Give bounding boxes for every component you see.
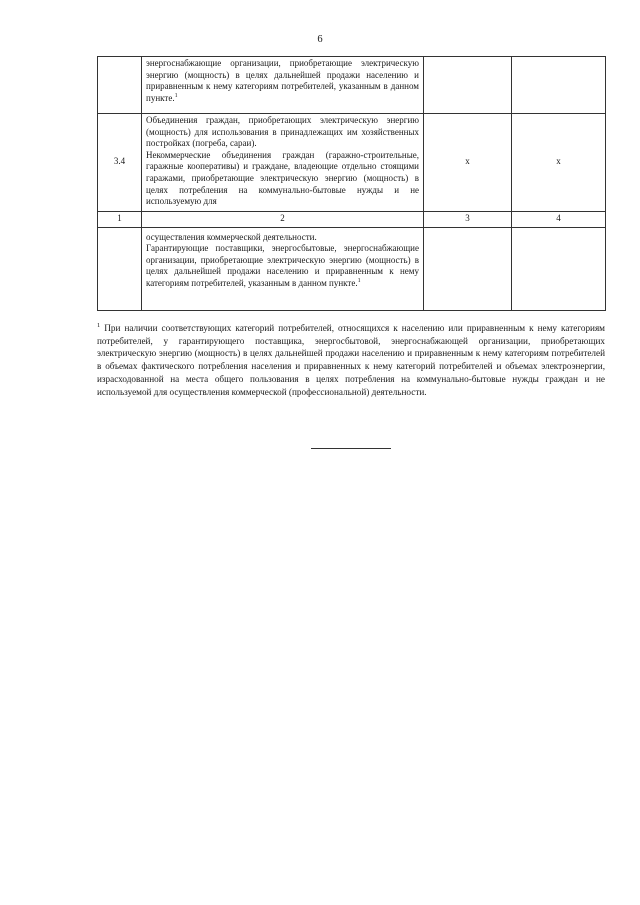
row-description (142, 114, 424, 212)
footnote-mark: 1 (357, 277, 361, 284)
table-row (98, 114, 606, 212)
footnote-mark: 1 (174, 92, 178, 99)
table-row (98, 227, 606, 310)
page-number: 6 (317, 34, 323, 45)
row-description (142, 57, 424, 114)
row-number (98, 227, 142, 310)
row-paragraph: Некоммерческие объединения граждан (гаражно-строительные, гаражные кооперативы) и граждане, владеющие отдельно стоящими гаражами, приобретающие электрическую энергию (мощность) в целях потребления на коммунально-бытовые нужды и не используемую для (146, 149, 419, 207)
tariff-table (97, 56, 606, 311)
column-number-3: 3 (424, 212, 512, 228)
column-number-4: 4 (512, 212, 606, 228)
footnote-text: При наличии соответствующих категорий потребителей, относящихся к населению или приравненным к нему категориям потребителей, у гарантирующего поставщика, энергосбытовой, энергоснабжающей организации, приобретающих электрическую энергию (мощность) в целях дальнейшей продажи населению и приравненным к нему категориям потребителей в объемах фактического потребления населения и приравненных к нему категорий потребителей и объемах электроэнергии, израсходованной на места общего пользования в целях потребления на коммунально-бытовые нужды граждан и не используемой для осуществления коммерческой (профессиональной) деятельности. (97, 323, 605, 397)
row-number: 3.4 (98, 114, 142, 212)
row-col3 (424, 57, 512, 114)
row-paragraph: осуществления коммерческой деятельности. (146, 231, 317, 242)
row-description (142, 227, 424, 310)
row-col4: x (512, 114, 606, 212)
row-paragraph: Объединения граждан, приобретающих электрическую энергию (мощность) для использования в принадлежащих им хозяйственных постройках (погреба, сараи). (146, 115, 419, 149)
column-number-row (98, 212, 606, 228)
end-rule (311, 448, 391, 449)
row-number (98, 57, 142, 114)
row-paragraph: Гарантирующие поставщики, энергосбытовые, энергоснабжающие организации, приобретающие электрическую энергию (мощность) в целях дальнейшей продажи населению и приравненным к нему категориям потребителей, указанным в данном пункте.$^1$ (146, 243, 419, 288)
footnote-mark: 1 (97, 321, 101, 329)
row-col4 (512, 227, 606, 310)
row-col3: x (424, 114, 512, 212)
row-paragraph: энергоснабжающие организации, приобретающие электрическую энергию (мощность) в целях дальнейшей продажи населению и приравненным к нему категориям потребителей, указанным в данном пункте.$^1$ (146, 58, 419, 103)
column-number-2: 2 (142, 212, 424, 228)
column-number-1: 1 (98, 212, 142, 228)
row-col3 (424, 227, 512, 310)
row-col4 (512, 57, 606, 114)
table-row (98, 57, 606, 114)
footnote (97, 322, 605, 398)
